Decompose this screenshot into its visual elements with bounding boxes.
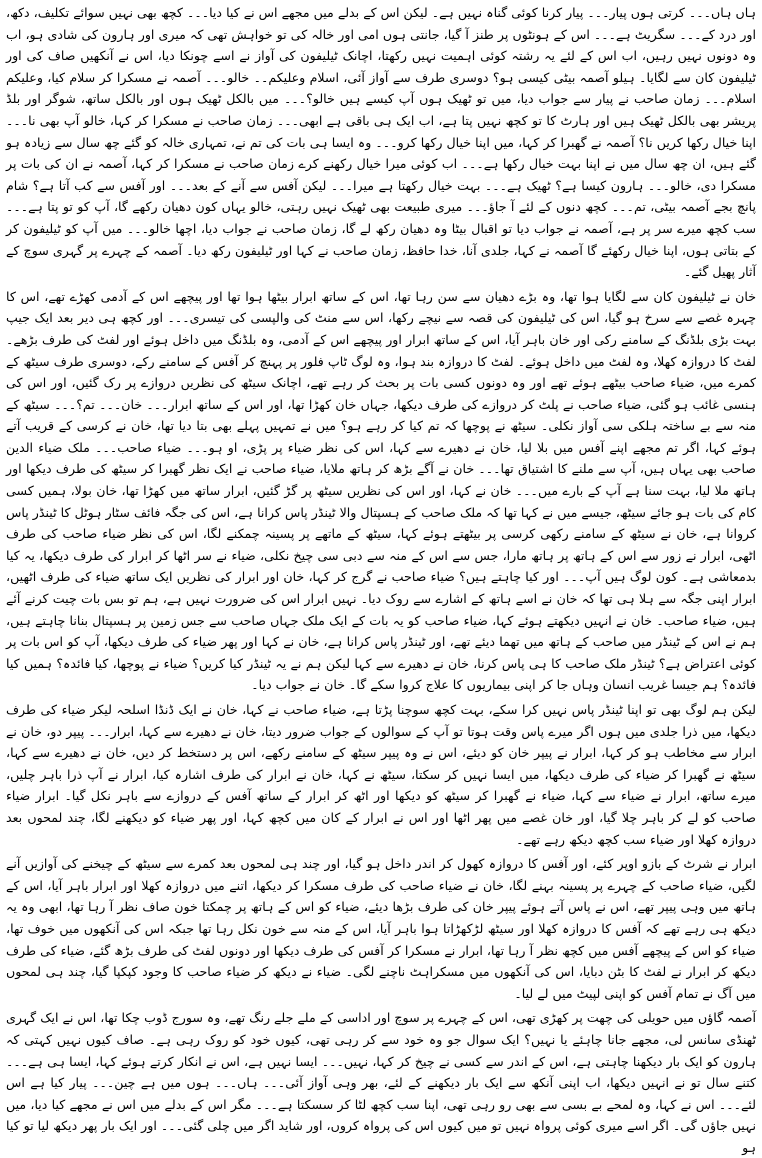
paragraph-4: ابرار نے شرٹ کے بازو اوپر کئے، اور آفس کا دروازہ کھول کر اندر داخل ہو گیا، اور چند ہی لمحوں بعد کمرے سے سیٹھ کے چیخنے کی آوازیں آنے لگیں، ضیاء صاحب کے چہرے پر پسینہ بہنے لگا، خان نے ضیاء صاحب کی طرف مسکرا کر دیکھا، اتنے میں دروازہ کھلا اور ابرار باہر آیا، اس کے ہاتھ میں وہی پیپر تھے، اس نے پاس آتے ہوئے پیپر خان کی طرف بڑھا دیئے، ضیاء کو اس کے ہاتھ پر چمکتا خون صاف نظر آ رہا تھا، ابھی وہ یہ دیکھ ہی رہے تھے کہ آفس کا دروازہ کھلا اور سیٹھ لڑکھڑاتا ہوا باہر آیا، اس کے منہ سے خون نکل رہا تھا جبکہ اس کی آنکھوں میں خوف تھا، ضیاء کو اس کے پیچھے آفس میں کچھ نظر آ رہا تھا، ابرار نے مسکرا کر آفس کی طرف دیکھا اور دونوں لفٹ کی طرف بڑھ گئے، ضیاء کی طرف دیکھ کر ابرار نے لفٹ کا بٹن دبایا، اس کی آنکھوں میں مسکراہٹ ناچنے لگی۔ ضیاء نے دیکھ کر ضیاء صاحب کا وجود کپکپا گیا، چند ہی لمحوں میں آگ نے تمام آفس کو اپنی لپیٹ میں لے لیا۔ — [6, 856, 756, 1001]
paragraph-2: خان نے ٹیلیفون کان سے لگایا ہوا تھا، وہ بڑے دھیان سے سن رہا تھا، اس کے ساتھ ابرار بیٹھا ہوا تھا اور پیچھے اس کے آدمی کھڑے تھے، اس کا چہرہ غصے سے سرخ ہو گیا، اس کی ٹیلیفون کی قصہ سے نیچے رکھا، اس سے منٹ کی والپسی کی تیسری۔۔۔ اور کچھ ہی دیر بعد ایک جیپ بہت بڑی بلڈنگ کے سامنے رکی اور خان باہر آیا، اس کے ساتھ ابرار اور پیچھے اس کے آدمی، وہ بلڈنگ میں داخل ہوئے اور لفٹ کی طرف بڑھے۔ لفٹ کا دروازہ کھلا، وہ لفٹ میں داخل ہوئے۔ لفٹ کا دروازہ بند ہوا، وہ لوگ ٹاپ فلور پر پہنچ کر آفس کے سامنے رکے، دوسری طرف سیٹھ کے کمرے میں، ضیاء صاحب بیٹھے ہوئے تھے اور وہ دونوں کسی بات پر بحث کر رہے تھے، اچانک سیٹھ کی نظریں دروازے پر رک گئیں، اور اس کی ہنسی غائب ہو گئی، ضیاء صاحب نے پلٹ کر دروازے کی طرف دیکھا، جہاں خان کھڑا تھا، اور اس کے ساتھ ابرار۔۔۔ خان۔۔۔ تم؟۔۔۔ سیٹھ کے منہ سے بے ساختہ ہلکی سی آواز نکلی۔ سیٹھ نے پوچھا کہ تم کیا کر رہے ہو؟ میں نے تمہیں پہلے بھی بتا دیا تھا، خان نے کرسی کے قریب آتے ہوئے کہا، اگر تم مجھے اپنے آفس میں بلا لیا، خان نے دھیرے سے کہا، اس کی نظر ضیاء پر پڑی، او ہو۔۔۔ ضیاء صاحب۔۔۔ ملک ضیاء الدین صاحب بھی یہاں ہیں، آپ سے ملنے کا اشتیاق تھا۔۔۔ خان نے آگے بڑھ کر ہاتھ ملایا، ضیاء صاحب نے ایک نظر گھبرا کر سیٹھ کی طرف دیکھا اور ہاتھ ملا لیا، بہت سنا ہے آپ کے بارے میں۔۔۔ خان نے کہا، اور اس کی نظریں سیٹھ پر گڑ گئیں، ابرار ساتھ میں کھڑا تھا، خان بولا، ہمیں کسی کام کی بات ہو جائے سیٹھ، جیسے میں نے کہا تھا کہ ملک صاحب کے ہسپتال والا ٹینڈر پاس کرانا ہے، اس کی جگہ فائف سٹار ہوٹل کا ٹینڈر پاس کروانا ہے، خان نے سیٹھ کے سامنے رکھی کرسی پر بیٹھتے ہوئے کہا، سیٹھ کے ماتھے پر پسینہ چمکنے لگا، اس کی نظر ضیاء صاحب کی طرف اٹھی، ابرار نے زور سے اس کے ہاتھ پر ہاتھ مارا، جس سے اس کے منہ سے دبی سی چیخ نکلی، ضیاء نے سر اٹھا کر ابرار کی طرف دیکھا، یہ کیا بدمعاشی ہے۔ کون لوگ ہیں آپ۔۔۔ اور کیا چاہتے ہیں؟ ضیاء صاحب نے گرج کر کہا، خان اور ابرار کی نظریں ایک ساتھ ضیاء کی طرف اٹھیں، ابرار اپنی جگہ سے ہلا ہی تھا کہ خان نے اسے ہاتھ کے اشارے سے روک دیا۔ نہیں ابرار اس کی ضرورت نہیں ہے، ہم تو بس بات چیت کرنے آئے ہیں، ضیاء صاحب۔ خان نے انہیں دیکھتے ہوئے کہا، ضیاء صاحب کو یہ بات کے ایک ملک جہاں صاحب سے جس زمین پر ہسپتال بنانا چاہتے ہیں، ہم نے اس کے ٹینڈر میں صاحب کے ہاتھ میں تھما دیئے تھے، اور ٹینڈر پاس کرانا ہے، خان نے کہا اور پھر ضیاء کی طرف دیکھا، آپ کو اس بات پر کوئی اعتراض ہے؟ ٹینڈر ملک صاحب کا ہی پاس کرنا، خان نے دھیرے سے کہا لیکن ہم نے یہ ٹینڈر کیا کریں؟ ضیاء نے پوچھا، کیا فائدہ؟ ہمیں کیا فائدہ؟ ہم جیسا غریب انسان وہاں جا کر اپنی بیماریوں کا علاج کروا سکے گا۔ خان نے جواب دیا۔ — [6, 288, 756, 693]
paragraph-5: آصمہ گاؤں میں حویلی کی چھت پر کھڑی تھی، اس کے چہرے پر سوچ اور اداسی کے ملے جلے رنگ تھے، وہ سورج ڈوب چکا تھا، اس نے ایک گہری ٹھنڈی سانس لی، مجھے جانا چاہئے یا نہیں؟ ایک سوال جو وہ خود سے کر رہی تھی، کیوں خود کو روک رہی ہے۔ صاف کیوں نہیں کہتی کہ ہارون کو ایک بار دیکھنا چاہتی ہے، اس کے اندر سے کسی نے چیخ کر کہا، نہیں۔۔۔ ایسا نہیں ہے، اس نے انکار کرتے ہوئے کہا، ایسا ہی ہے۔۔۔ کتنے سال تو نے انہیں دیکھا، اب اپنی آنکھ سے ایک بار دیکھنے کے لئے، بھر وہی آواز آئی۔۔۔ ہاں۔۔۔ ہوں میں ہے چین۔۔۔ پیار کیا ہے اس لئے۔۔۔ اس نے کہا، وہ لمحے بے بسی سے بھی رو رہی تھی، اپنا سب کچھ لٹا کر سسکتا ہے۔۔۔ مگر اس کے بدلے میں اس نے مجھے کیا دیا، میں نہیں جاؤں گی۔ اگر اسے میری کوئی پرواہ نہیں تو میں کیوں اس کی پرواہ کروں، اور شاید اگر میں چلی گئی۔۔۔ اور ایک بار پھر دیکھ لیا تو کیا ہو — [6, 1010, 756, 1155]
paragraph-3: لیکن ہم لوگ بھی تو اپنا ٹینڈر پاس نہیں کرا سکے، بہت کچھ سوچنا پڑتا ہے، ضیاء صاحب نے کہا، خان نے ایک ڈنڈا اسلحہ لیکر ضیاء کی طرف دیکھا، میں ذرا جلدی میں ہوں اگر میرے پاس وقت ہوتا تو آپ کے سوالوں کے جواب ضرور دیتا، خان نے دھیرے سے کہا، ابرار۔۔۔ پیپر دو، خان نے ابرار سے مخاطب ہو کر کہا، ابرار نے پیپر خان کو دیئے، اس نے وہ پیپر سیٹھ کے سامنے رکھے، اس پر دستخط کر دیں، خان نے دھیرے سے کہا، سیٹھ نے گھبرا کر ضیاء کی طرف دیکھا، میں ایسا نہیں کر سکتا، سیٹھ نے کہا، خان نے ابرار کی طرف اشارہ کیا، ابرار نے آپ ذرا باہر چلیں، میرے ساتھ، ابرار نے ضیاء سے کہا، ضیاء نے گھبرا کر سیٹھ کو دیکھا اور اٹھ کر ابرار کے ساتھ آفس کے دروازے سے باہر نکل گیا۔ ابرار ضیاء صاحب کو لے کر باہر چلا گیا، اور خان غصے میں پھر اٹھا اور اس نے ابرار کے کان میں کچھ کہا، اور پھر ضیاء کو دیکھنے لگا، چند لمحوں بعد دروازہ کھلا اور ضیاء سب کچھ دیکھ رہے تھے۔ — [6, 702, 756, 847]
paragraph-1: ہاں ہاں۔۔۔ کرتی ہوں پیار۔۔۔ پیار کرنا کوئی گناہ نہیں ہے۔ لیکن اس کے بدلے میں مجھے اس نے کیا دیا۔۔۔ کچھ بھی نہیں سوائے تکلیف، دکھ، اور درد کے۔۔۔ سگریٹ ہے۔۔۔ اس کے ہونٹوں پر طنز آ گیا، جانتی ہوں امی اور خالہ کی تو خواہش تھی کہ میری اور ہارون کی شادی ہو، اب وہ دونوں نہیں رہیں، اب اس کے لئے یہ رشتہ کوئی اہمیت نہیں رکھتا، اچانک ٹیلیفون کی آواز نے اسے چونکا دیا، اس نے آنکھیں صاف کی اور ٹیلیفون کان سے لگایا۔ ہیلو آصمہ بیٹی کیسی ہو؟ دوسری طرف سے آواز آئی، اسلام وعلیکم۔۔ خالو۔۔۔ آصمہ نے مسکرا کر سلام کیا، وعلیکم اسلام۔۔۔ زمان صاحب نے پیار سے جواب دیا، میں تو ٹھیک ہوں آپ کیسے ہیں خالو؟۔۔۔ میں بالکل ٹھیک ہوں اور بالکل ساتھ، شوگر اور بلڈ پریشر بھی بالکل ٹھیک ہیں اور ہارٹ کا تو کچھ نہیں پتا ہے، اب ایک ہی باقی ہے ابھی۔۔۔ زمان صاحب نے مسکرا کر کہا، خالو آپ بھی نا۔۔۔ اپنا خیال رکھا کریں نا؟ آصمہ نے گھبرا کر کہا، میں اپنا خیال رکھا کرو۔۔۔ وہ ایسا ہی بات کی تم نے، تمہاری خالہ کو گئے چھ سال سے زیادہ ہو گئے ہیں، ان چھ سال میں نے اپنا بہت خیال رکھا ہے۔۔۔ اب کوئی میرا خیال رکھنے کرے زمان صاحب نے مسکرا کر کہا، آصمہ نے ان کی بات پر مسکرا دی، خالو۔۔۔ ہارون کیسا ہے؟ ٹھیک ہے۔۔۔ بہت خیال رکھتا ہے میرا۔۔۔ لیکن آفس سے آنے کے بعد۔۔۔ اور آفس سے کب آتا ہے؟ شام پانچ بجے آصمہ بیٹی، تم۔۔۔ کچھ دنوں کے لئے آ جاؤ۔۔۔ میری طبیعت بھی ٹھیک نہیں رہتی، خالو یہاں کون دھیان رکھے گا، آپ کو تو پتا ہے۔۔۔ سب کچھ میرے سر پر ہے، آصمہ نے جواب دیا تو اقبال بیٹا وہ دھیان رکھ لے گا، زمان صاحب نے جواب دیا، اچھا خالو۔۔۔ میں آپ کو ٹیلیفون کر کے بتاتی ہوں، اپنا خیال رکھئے گا آصمہ نے کہا، جلدی آنا، خدا حافظ، زمان صاحب نے کہا اور ٹیلیفون رکھ دیا۔ آصمہ کے چہرے پر گہری سوچ کے آثار پھیل گئے۔ — [6, 5, 756, 280]
